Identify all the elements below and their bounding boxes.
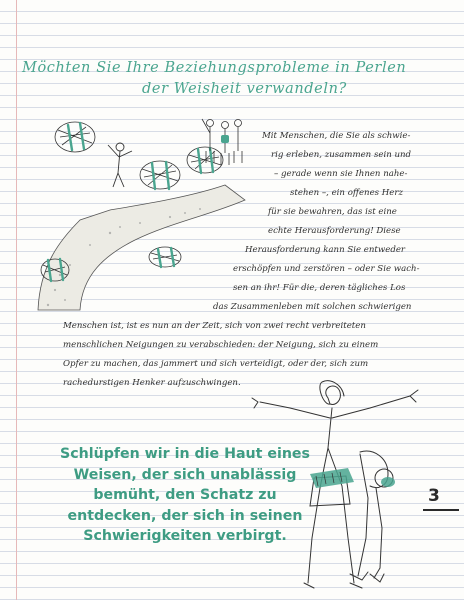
body-line: – gerade wenn sie Ihnen nahe-	[274, 169, 408, 179]
body-line: echte Herausforderung! Diese	[268, 226, 401, 236]
callout-line: Weisen, der sich unablässig	[73, 466, 297, 483]
body-line: sen an ihr! Für die, deren tägliches Los	[233, 283, 406, 293]
title-line-1: Möchten Sie Ihre Beziehungsprobleme in Perlen	[22, 60, 407, 76]
body-line: stehen –, ein offenes Herz	[290, 188, 404, 198]
body-line: Opfer zu machen, das jammert und sich verteidigt, oder der, sich zum	[63, 359, 369, 369]
body-line: erschöpfen und zerstören – oder Sie wach-	[233, 264, 420, 274]
two-women-illustration	[250, 378, 422, 596]
body-line: für sie bewahren, das ist eine	[268, 207, 397, 217]
page-title	[22, 58, 442, 100]
page-margin-line	[16, 0, 17, 600]
bundles-illustration	[20, 105, 260, 315]
body-line: rig erleben, zusammen sein und	[271, 150, 412, 160]
page-number-underline	[423, 509, 459, 511]
callout-line: bemüht, den Schatz zu	[93, 487, 277, 503]
body-line: rachedurstigen Henker aufzuschwingen.	[63, 378, 241, 388]
body-line: das Zusammenleben mit solchen schwierigen	[213, 302, 412, 312]
body-line: Menschen ist, ist es nun an der Zeit, sich von zwei recht verbreiteten	[63, 321, 366, 331]
callout-line: entdecken, der sich in seinen	[67, 507, 303, 524]
callout-line: Schwierigkeiten verbirgt.	[83, 528, 287, 544]
callout-line: Schlüpfen wir in die Haut eines	[60, 446, 310, 462]
body-line: Mit Menschen, die Sie als schwie-	[262, 131, 411, 141]
body-line: menschlichen Neigungen zu verabschieden: der Neigung, sich zu einem	[63, 340, 379, 350]
page-number: 3	[428, 486, 440, 506]
title-line-2: der Weisheit verwandeln?	[142, 81, 347, 97]
body-line: Herausforderung kann Sie entweder	[245, 245, 406, 255]
